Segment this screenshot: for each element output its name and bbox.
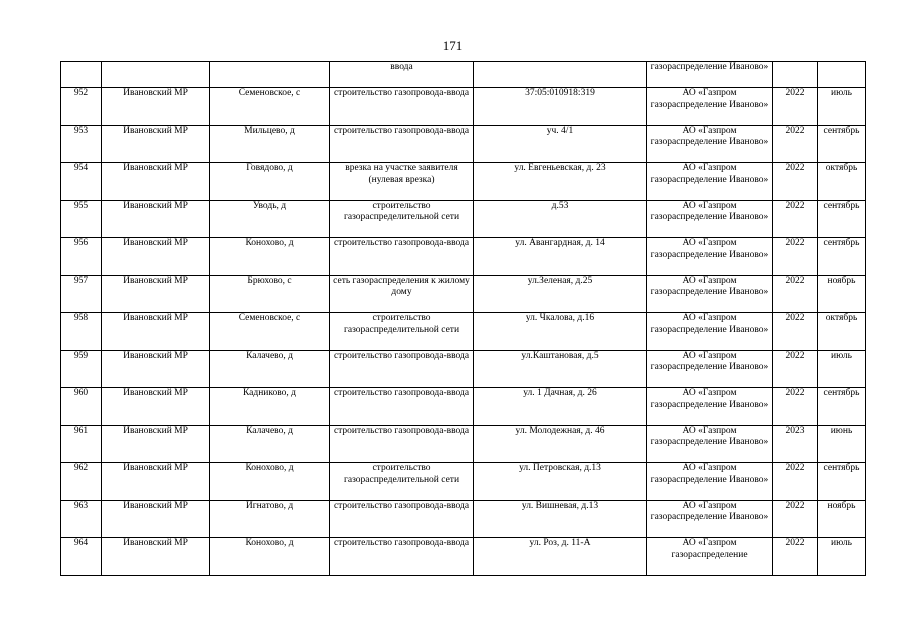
cell-number: 964 [61,538,102,576]
cell-district: Ивановский МР [102,275,210,313]
cell-organization: АО «Газпром газораспределение Иваново» [647,463,773,501]
table-row [61,350,866,388]
cell-district: Ивановский МР [102,538,210,576]
cell-month: сентябрь [818,388,866,426]
cell-district: Ивановский МР [102,463,210,501]
cell-year: 2022 [773,388,818,426]
cell-year [773,62,818,88]
table-row [61,125,866,163]
cell-month: июль [818,88,866,126]
cell-year: 2022 [773,238,818,276]
cell-district: Ивановский МР [102,163,210,201]
cell-organization: АО «Газпром газораспределение [647,538,773,576]
table-row [61,538,866,576]
cell-year: 2022 [773,88,818,126]
cell-district: Ивановский МР [102,425,210,463]
table-row [61,463,866,501]
cell-number: 958 [61,313,102,351]
cell-year: 2022 [773,125,818,163]
cell-month: ноябрь [818,275,866,313]
cell-work-type: строительство газопровода-ввода [330,538,474,576]
cell-settlement: Говядово, д [210,163,330,201]
table-row [61,425,866,463]
cell-organization: АО «Газпром газораспределение Иваново» [647,425,773,463]
table-body [61,62,866,576]
cell-work-type: строительство газораспределительной сети [330,200,474,238]
cell-year: 2022 [773,163,818,201]
cell-year: 2022 [773,350,818,388]
cell-address: ул. Чкалова, д.16 [474,313,647,351]
cell-district: Ивановский МР [102,388,210,426]
cell-district: Ивановский МР [102,350,210,388]
cell-number: 954 [61,163,102,201]
cell-address: 37:05:010918:319 [474,88,647,126]
table-row [61,200,866,238]
cell-district: Ивановский МР [102,200,210,238]
cell-work-type: строительство газопровода-ввода [330,425,474,463]
cell-settlement: Мильцево, д [210,125,330,163]
cell-address: д.53 [474,200,647,238]
table-row [61,388,866,426]
cell-work-type: сеть газораспределения к жилому дому [330,275,474,313]
cell-address: ул.Зеленая, д.25 [474,275,647,313]
cell-number: 955 [61,200,102,238]
cell-settlement: Конохово, д [210,238,330,276]
cell-address: уч. 4/1 [474,125,647,163]
cell-organization: АО «Газпром газораспределение Иваново» [647,125,773,163]
table-row [61,313,866,351]
cell-settlement: Кадниково, д [210,388,330,426]
cell-month: июль [818,350,866,388]
cell-address: ул.Каштановая, д.5 [474,350,647,388]
cell-settlement [210,62,330,88]
cell-month: ноябрь [818,500,866,538]
cell-settlement: Конохово, д [210,538,330,576]
cell-number: 953 [61,125,102,163]
cell-month: октябрь [818,313,866,351]
cell-organization: АО «Газпром газораспределение Иваново» [647,238,773,276]
page-number: 171 [442,38,463,53]
cell-organization: АО «Газпром газораспределение Иваново» [647,163,773,201]
table-row-carryover [61,62,866,88]
cell-organization: АО «Газпром газораспределение Иваново» [647,313,773,351]
cell-month: сентябрь [818,463,866,501]
cell-organization: АО «Газпром газораспределение Иваново» [647,88,773,126]
cell-number: 956 [61,238,102,276]
cell-work-type: строительство газораспределительной сети [330,463,474,501]
cell-address: ул. Петровская, д.13 [474,463,647,501]
cell-settlement: Уводь, д [210,200,330,238]
table-row [61,163,866,201]
cell-year: 2022 [773,313,818,351]
cell-year: 2022 [773,200,818,238]
cell-settlement: Семеновское, с [210,313,330,351]
cell-work-type: строительство газопровода-ввода [330,350,474,388]
cell-organization: газораспределение Иваново» [647,62,773,88]
cell-year: 2022 [773,275,818,313]
cell-work-type: строительство газопровода-ввода [330,125,474,163]
cell-address: ул. Евгеньевская, д. 23 [474,163,647,201]
cell-number: 960 [61,388,102,426]
cell-number: 962 [61,463,102,501]
cell-month [818,62,866,88]
cell-work-type: строительство газопровода-ввода [330,388,474,426]
cell-settlement: Семеновское, с [210,88,330,126]
cell-address: ул. Молодежная, д. 46 [474,425,647,463]
cell-month: июнь [818,425,866,463]
cell-organization: АО «Газпром газораспределение Иваново» [647,350,773,388]
table-row [61,275,866,313]
cell-district [102,62,210,88]
cell-district: Ивановский МР [102,125,210,163]
cell-organization: АО «Газпром газораспределение Иваново» [647,200,773,238]
cell-settlement: Конохово, д [210,463,330,501]
cell-organization: АО «Газпром газораспределение Иваново» [647,275,773,313]
cell-work-type: строительство газопровода-ввода [330,238,474,276]
cell-address: ул. 1 Дачная, д. 26 [474,388,647,426]
cell-settlement: Брюхово, с [210,275,330,313]
cell-district: Ивановский МР [102,313,210,351]
cell-address: ул. Вишневая, д.13 [474,500,647,538]
cell-month: октябрь [818,163,866,201]
cell-settlement: Калачево, д [210,350,330,388]
cell-address: ул. Авангардная, д. 14 [474,238,647,276]
cell-organization: АО «Газпром газораспределение Иваново» [647,388,773,426]
cell-number: 957 [61,275,102,313]
cell-work-type: врезка на участке заявителя (нулевая врезка) [330,163,474,201]
cell-number: 963 [61,500,102,538]
cell-district: Ивановский МР [102,88,210,126]
cell-settlement: Игнатово, д [210,500,330,538]
gasification-schedule-table [60,61,866,576]
cell-district: Ивановский МР [102,238,210,276]
cell-district: Ивановский МР [102,500,210,538]
cell-year: 2023 [773,425,818,463]
cell-month: сентябрь [818,200,866,238]
cell-work-type: строительство газопровода-ввода [330,500,474,538]
table-row [61,500,866,538]
cell-address: ул. Роз, д. 11-А [474,538,647,576]
cell-work-type: строительство газопровода-ввода [330,88,474,126]
cell-work-type: строительство газораспределительной сети [330,313,474,351]
table-row [61,238,866,276]
cell-year: 2022 [773,463,818,501]
table-row [61,88,866,126]
cell-month: июль [818,538,866,576]
cell-organization: АО «Газпром газораспределение Иваново» [647,500,773,538]
cell-work-type: ввода [330,62,474,88]
cell-settlement: Калачево, д [210,425,330,463]
cell-number [61,62,102,88]
cell-number: 952 [61,88,102,126]
cell-month: сентябрь [818,125,866,163]
cell-year: 2022 [773,538,818,576]
cell-month: сентябрь [818,238,866,276]
cell-number: 959 [61,350,102,388]
cell-year: 2022 [773,500,818,538]
cell-number: 961 [61,425,102,463]
cell-address [474,62,647,88]
